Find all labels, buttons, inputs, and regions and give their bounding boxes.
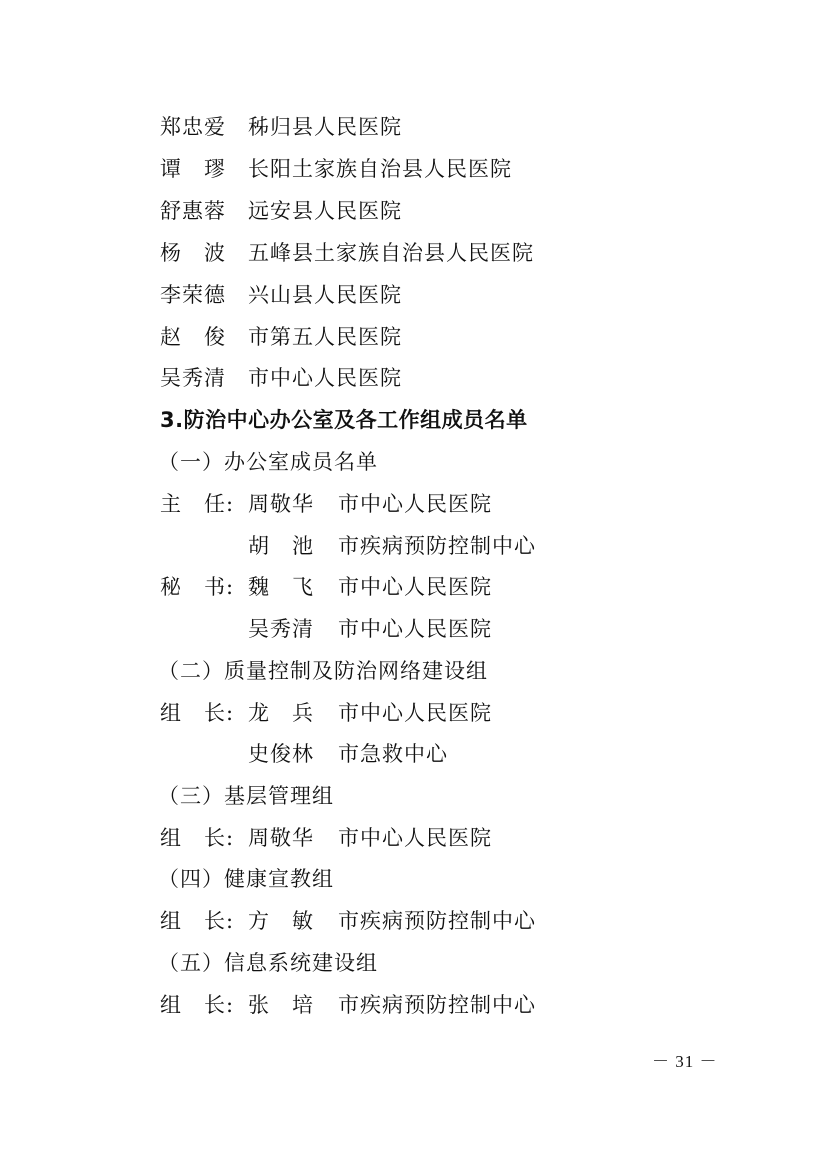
member-org: 市疾病预防控制中心 bbox=[338, 534, 536, 558]
group2-leader-row bbox=[160, 698, 492, 728]
role-label: 组 长: bbox=[160, 826, 235, 850]
doctor-hospital: 市中心人民医院 bbox=[248, 366, 402, 390]
doctor-name: 谭 璆 bbox=[160, 157, 226, 181]
member-org: 市中心人民医院 bbox=[338, 701, 492, 725]
office-director-row-2 bbox=[160, 531, 536, 561]
doctor-name: 李荣德 bbox=[160, 283, 226, 307]
group4-title: （四）健康宣教组 bbox=[158, 867, 334, 891]
doctor-hospital: 五峰县土家族自治县人民医院 bbox=[248, 241, 534, 265]
group4-leader-row bbox=[160, 906, 536, 936]
group3-title: （三）基层管理组 bbox=[158, 784, 334, 808]
member-name: 史俊林 bbox=[248, 742, 314, 766]
role-label: 组 长: bbox=[160, 993, 235, 1017]
member-org: 市疾病预防控制中心 bbox=[338, 993, 536, 1017]
member-name: 胡 池 bbox=[248, 534, 314, 558]
role-label: 秘 书: bbox=[160, 575, 235, 599]
member-name: 张 培 bbox=[248, 993, 314, 1017]
doctor-row bbox=[160, 363, 402, 393]
doctor-row bbox=[160, 322, 402, 352]
member-name: 魏 飞 bbox=[248, 575, 314, 599]
member-org: 市疾病预防控制中心 bbox=[338, 909, 536, 933]
office-secretary-row-2 bbox=[160, 614, 492, 644]
role-label: 组 长: bbox=[160, 701, 235, 725]
member-name: 龙 兵 bbox=[248, 701, 314, 725]
member-org: 市急救中心 bbox=[338, 742, 448, 766]
doctor-hospital: 秭归县人民医院 bbox=[248, 115, 402, 139]
doctor-name: 杨 波 bbox=[160, 241, 226, 265]
doctor-row bbox=[160, 238, 534, 268]
doctor-name: 赵 俊 bbox=[160, 325, 226, 349]
office-director-row bbox=[160, 489, 492, 519]
doctor-row bbox=[160, 196, 402, 226]
doctor-row bbox=[160, 112, 402, 142]
member-org: 市中心人民医院 bbox=[338, 617, 492, 641]
member-org: 市中心人民医院 bbox=[338, 826, 492, 850]
office-title: （一）办公室成员名单 bbox=[158, 450, 378, 474]
member-name: 方 敏 bbox=[248, 909, 314, 933]
doctor-name: 舒惠蓉 bbox=[160, 199, 226, 223]
doctor-name: 吴秀清 bbox=[160, 366, 226, 390]
doctor-name: 郑忠爱 bbox=[160, 115, 226, 139]
group5-title: （五）信息系统建设组 bbox=[158, 951, 378, 975]
role-label: 主 任: bbox=[160, 492, 235, 516]
member-name: 吴秀清 bbox=[248, 617, 314, 641]
office-secretary-row bbox=[160, 572, 492, 602]
member-org: 市中心人民医院 bbox=[338, 492, 492, 516]
group2-title: （二）质量控制及防治网络建设组 bbox=[158, 659, 488, 683]
group3-leader-row bbox=[160, 823, 492, 853]
doctor-hospital: 市第五人民医院 bbox=[248, 325, 402, 349]
doctor-hospital: 兴山县人民医院 bbox=[248, 283, 402, 307]
page-number: － 31 － bbox=[652, 1052, 718, 1071]
group2-leader-row-2 bbox=[160, 739, 448, 769]
doctor-hospital: 远安县人民医院 bbox=[248, 199, 402, 223]
doctor-hospital: 长阳土家族自治县人民医院 bbox=[248, 157, 512, 181]
doctor-row bbox=[160, 280, 402, 310]
role-label: 组 长: bbox=[160, 909, 235, 933]
member-org: 市中心人民医院 bbox=[338, 575, 492, 599]
member-name: 周敬华 bbox=[248, 492, 314, 516]
member-name: 周敬华 bbox=[248, 826, 314, 850]
doctor-row bbox=[160, 154, 512, 184]
group5-leader-row bbox=[160, 990, 536, 1020]
section-heading: 3.防治中心办公室及各工作组成员名单 bbox=[160, 408, 528, 432]
